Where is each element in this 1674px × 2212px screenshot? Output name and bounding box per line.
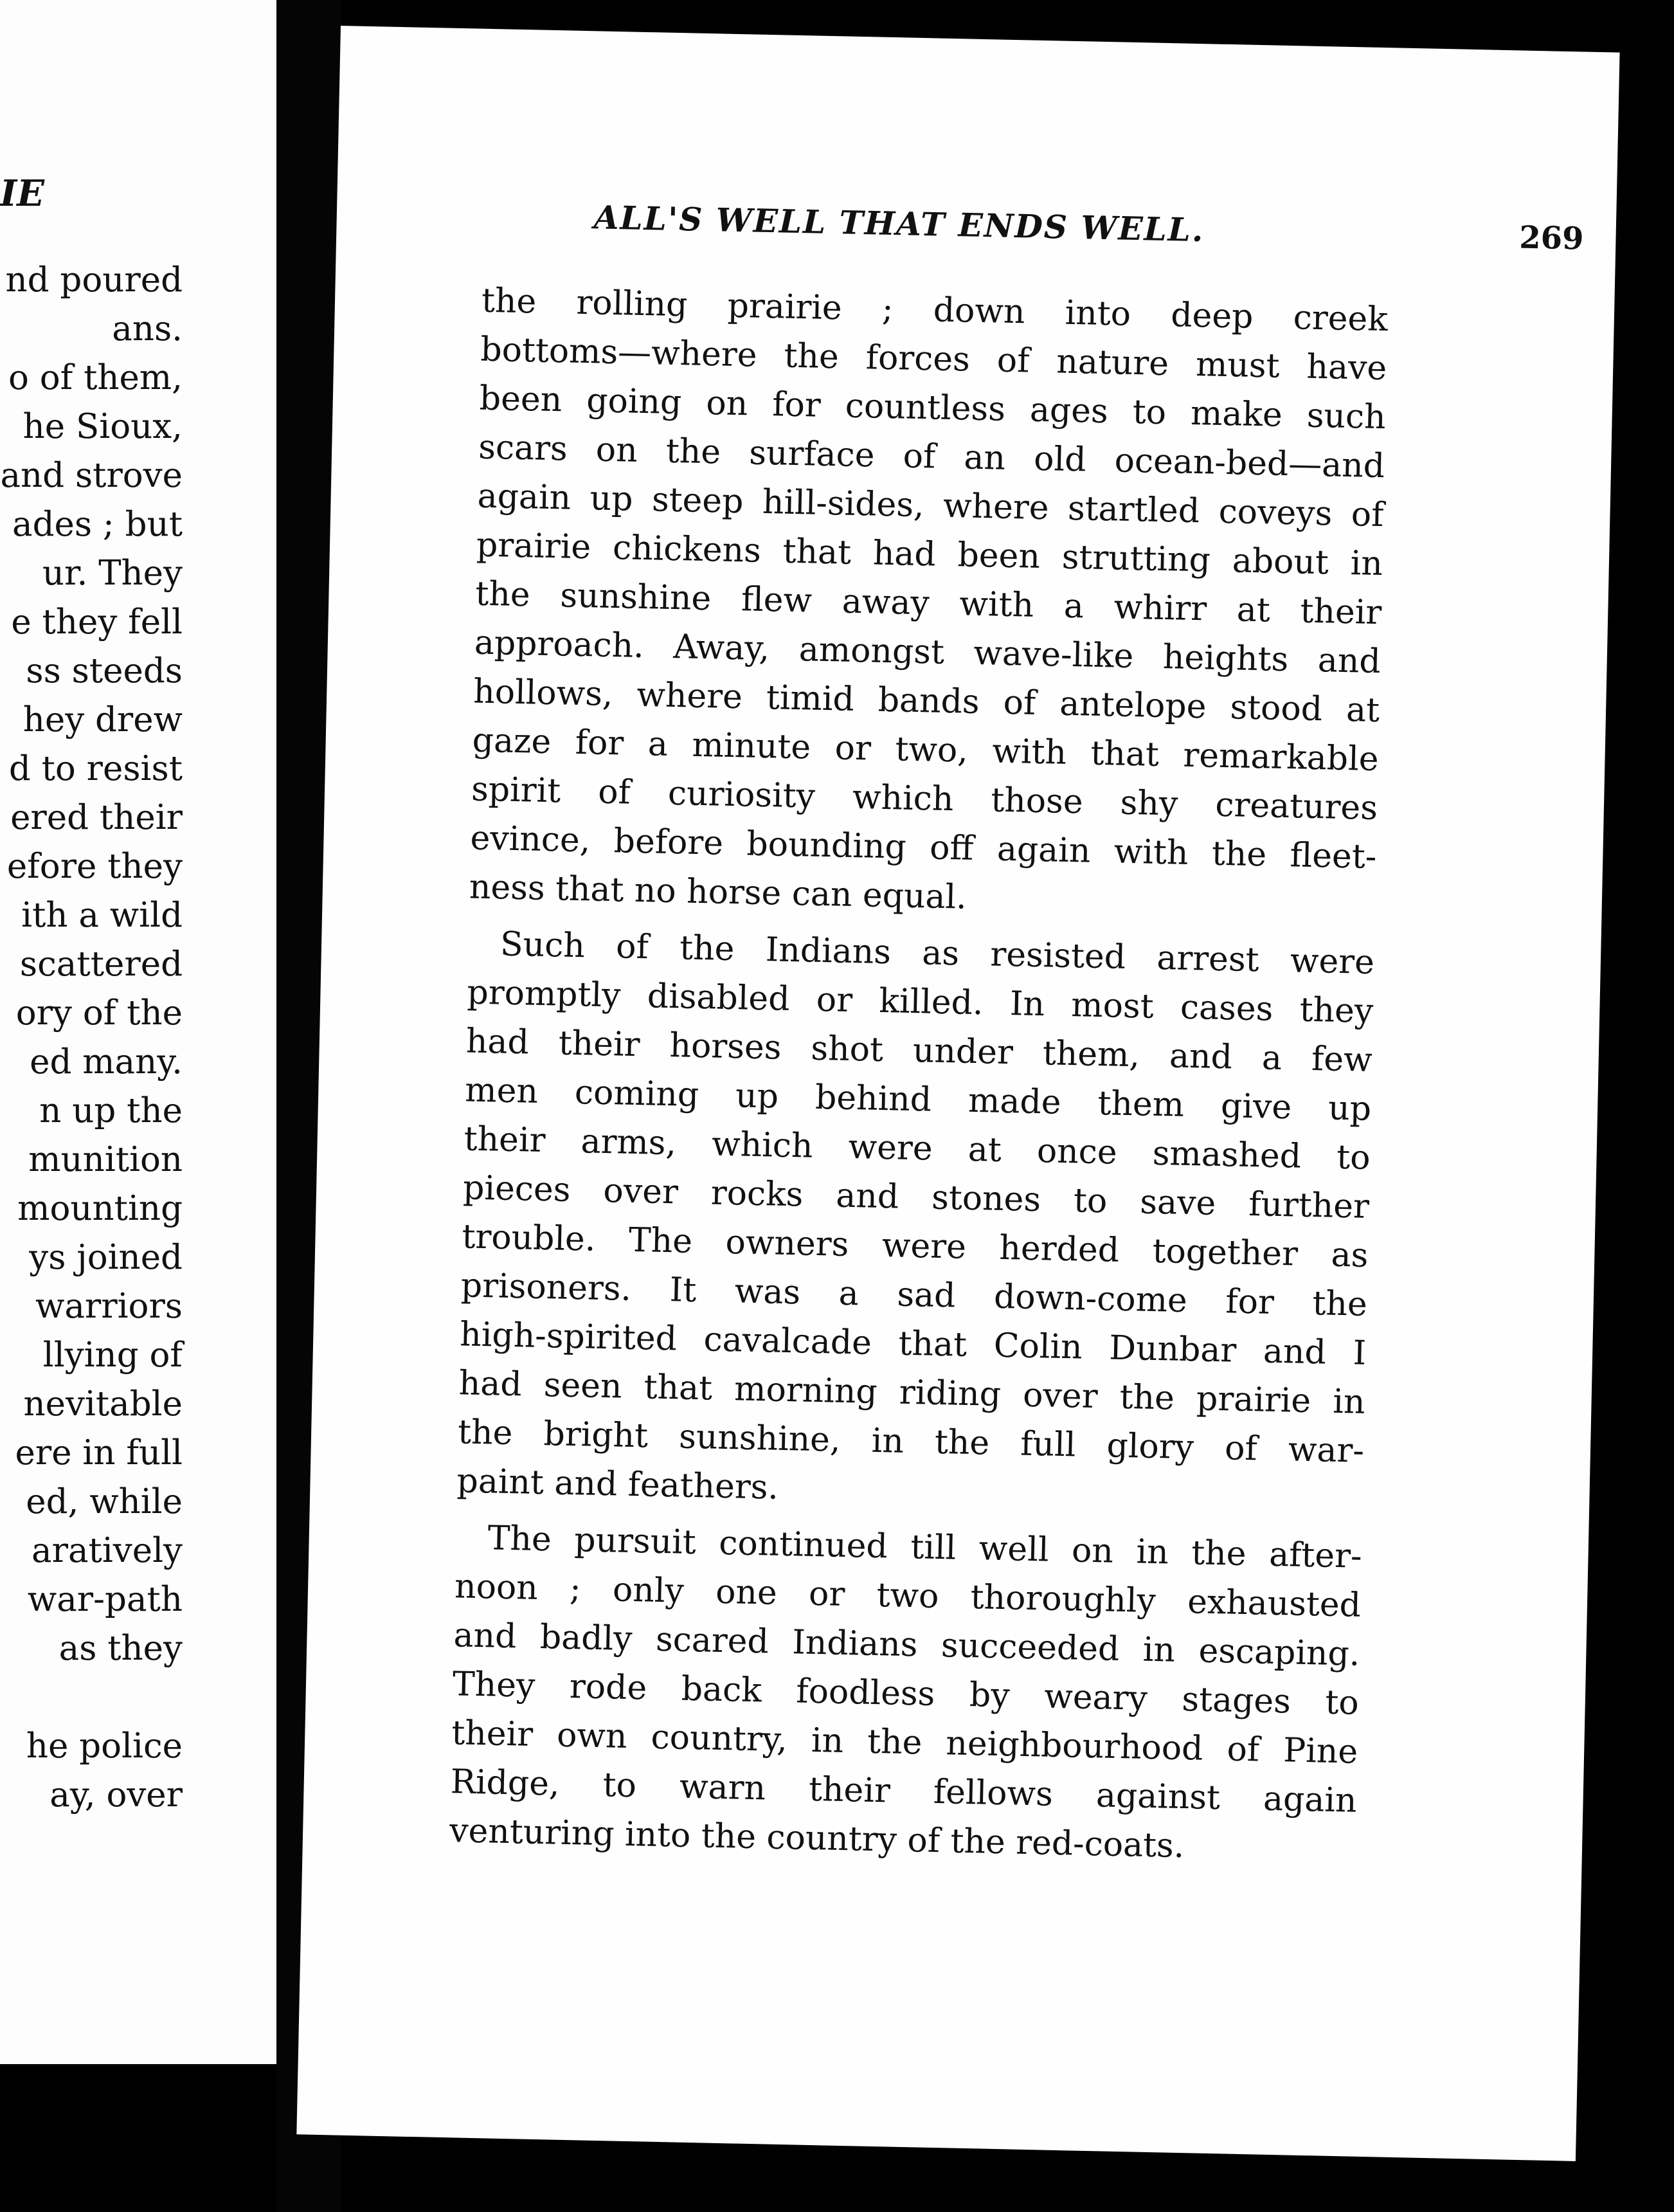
text-line: the bright sunshine, in the full glory of war- [457, 1413, 1365, 1471]
left-page-line: scattered [19, 945, 183, 984]
left-page-line: he police [26, 1727, 183, 1766]
text-line: They rode back foodless by weary stages to [452, 1665, 1360, 1723]
left-running-head-fragment: IE [0, 172, 44, 215]
left-page-line: hey drew [22, 700, 183, 739]
text-line: had seen that morning riding over the prairie in [458, 1364, 1366, 1422]
page-number: 269 [1518, 219, 1585, 257]
left-page-line: e they fell [11, 603, 183, 642]
text-line: men coming up behind made them give up [464, 1071, 1372, 1129]
text-line: promptly disabled or killed. In most cases they [466, 973, 1374, 1031]
text-line: the sunshine flew away with a whirr at their [474, 574, 1382, 633]
text-line: evince, before bounding off again with the fleet- [469, 819, 1377, 877]
left-page-line: war-path [27, 1580, 183, 1619]
scan-edge [1626, 0, 1674, 2212]
left-page-line: ed, while [26, 1482, 183, 1521]
text-line: gaze for a minute or two, with that remarkable [472, 721, 1380, 779]
text-line: and badly scared Indians succeeded in escaping. [453, 1616, 1360, 1674]
left-page-line: n up the [39, 1091, 183, 1130]
running-head [593, 198, 1584, 257]
text-line: bottoms—where the forces of nature must have [480, 330, 1387, 388]
left-page-line: ory of the [15, 993, 183, 1033]
left-page-line: as they [59, 1629, 183, 1668]
right-page [296, 26, 1619, 2161]
left-page-line: ans. [112, 309, 183, 349]
text-line: venturing into the country of the red-coats. [449, 1811, 1185, 1866]
body-text [449, 276, 1388, 1882]
text-line: prairie chickens that had been strutting about in [476, 525, 1383, 584]
left-page-line: he Sioux, [22, 407, 183, 446]
left-page-line: ered their [10, 798, 183, 837]
left-page-line: nd poured [5, 260, 183, 300]
text-line: the rolling prairie ; down into deep creek [481, 281, 1389, 340]
left-page-line: efore they [6, 847, 183, 886]
text-line: trouble. The owners were herded together as [461, 1217, 1369, 1275]
text-line: had their horses shot under them, and a few [465, 1022, 1373, 1080]
text-line: their own country, in the neighbourhood of Pine [451, 1714, 1358, 1772]
left-page-line: aratively [32, 1531, 183, 1570]
text-line: their arms, which were at once smashed to [464, 1120, 1371, 1177]
text-line: pieces over rocks and stones to save further [462, 1168, 1370, 1226]
left-page-line: ades ; but [12, 505, 183, 544]
left-page-line: nevitable [23, 1384, 183, 1424]
text-line: high-spirited cavalcade that Colin Dunbar and I [459, 1315, 1367, 1373]
left-page-line: ur. They [42, 554, 183, 593]
left-page-line: ys joined [29, 1238, 183, 1277]
paragraph [469, 276, 1388, 930]
left-page-text [0, 256, 183, 1820]
paragraph [449, 1513, 1362, 1874]
left-page-line: o of them, [8, 358, 183, 397]
left-page-line: ay, over [50, 1775, 183, 1815]
text-line: approach. Away, amongst wave-like heights and [474, 623, 1382, 682]
text-line: ness that no horse can equal. [469, 867, 968, 917]
text-line: been going on for countless ages to make such [479, 379, 1387, 437]
text-line: spirit of curiosity which those shy creatures [471, 770, 1378, 828]
text-line: paint and feathers. [456, 1462, 779, 1507]
left-page-line: llying of [42, 1336, 183, 1375]
running-title: ALL'S WELL THAT ENDS WELL. [593, 198, 1205, 249]
left-page-line: munition [28, 1140, 183, 1179]
text-line: prisoners. It was a sad down-come for the [460, 1266, 1368, 1324]
left-page-line: d to resist [8, 749, 183, 788]
text-line: Ridge, to warn their fellows against again [450, 1763, 1358, 1820]
left-page-line: mounting [17, 1189, 183, 1228]
left-page-line: and strove [0, 456, 183, 495]
left-page-line: ed many. [30, 1042, 183, 1082]
text-line: hollows, where timid bands of antelope stood at [473, 672, 1380, 730]
left-page-line: ere in full [15, 1433, 183, 1473]
text-line: Such of the Indians as resisted arrest were [500, 925, 1375, 982]
left-page-line: warriors [35, 1287, 183, 1326]
text-line: again up steep hill-sides, where startled coveys of [477, 476, 1385, 535]
text-line: scars on the surface of an old ocean-bed—and [478, 428, 1385, 486]
left-page-line: ss steeds [26, 651, 183, 691]
text-line: noon ; only one or two thoroughly exhausted [454, 1567, 1362, 1625]
left-page-line: ith a wild [21, 896, 183, 935]
paragraph [456, 919, 1375, 1524]
text-line: The pursuit continued till well on in the after- [487, 1519, 1363, 1576]
left-page-line [0, 1673, 183, 1722]
